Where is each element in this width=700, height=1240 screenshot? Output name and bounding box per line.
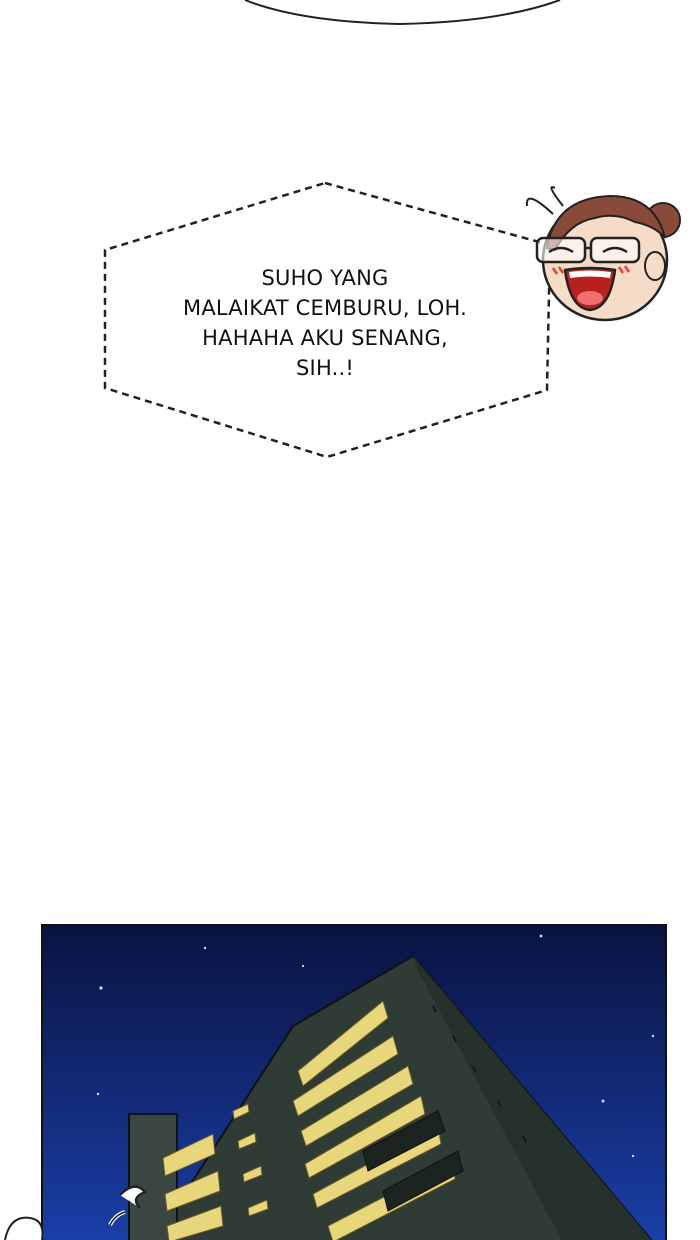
laughing-woman-glasses-icon (515, 178, 685, 323)
previous-speech-bubble-edge (0, 0, 700, 40)
thought-line-4: SIH..! (296, 356, 354, 380)
doodle-lines-decoration (0, 1170, 180, 1240)
thought-line-1: SUHO YANG (261, 266, 389, 290)
thought-line-2: MALAIKAT CEMBURU, LOH. (183, 296, 467, 320)
thought-line-3: HAHAHA AKU SENANG, (202, 326, 448, 350)
thought-bubble-text (130, 263, 520, 383)
